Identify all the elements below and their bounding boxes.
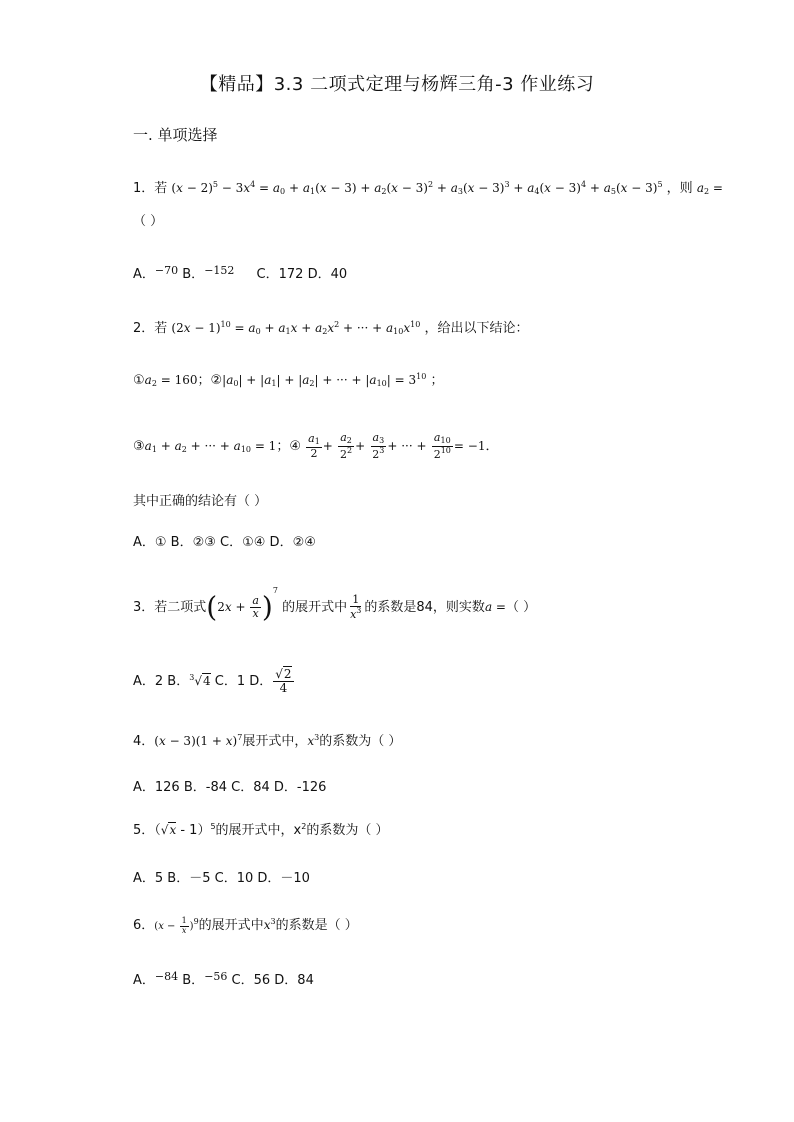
question-1: 1．若 $(x - 2)^5 - 3x^4 = a_0 + a_1(x - 3) + a_2(x - 3)^2 + a_3(x - 3)^3 + a_4(x - 3)^4 + a_5(x - 3)^5$ ，则 $a_2$ =: [133, 180, 723, 196]
question-2-conclusions-1-2: $①a_2 = 160$；$②|a_0| + |a_1| + |a_2|$ + ··· + $|a_{10}| = 3^{10}$ ；: [133, 372, 444, 388]
page-title: 【精品】3.3 二项式定理与杨辉三角-3 作业练习: [199, 74, 595, 95]
question-6: 6．(x − $\frac{1}{x}$ )$^9$的展开式中$x^3$的系数是（ ）: [133, 916, 358, 935]
question-2-options: A．① B．②③ C．①④ D．②④: [133, 535, 316, 550]
question-1-blank: （ ）: [133, 214, 164, 229]
question-1-equation: $(x - 2)^5 - 3x^4 = a_0 + a_1(x - 3) + a_2(x - 3)^2 + a_3(x - 3)^3 + a_4(x - 3)^4 + a_5(x - 3)^5$: [171, 180, 663, 196]
question-5-options: A．5 B．－5 C．10 D．－10: [133, 871, 310, 886]
question-4: 4．$(x - 3)(1 + x)^7$展开式中，$x^3$的系数为（ ）: [133, 733, 402, 749]
question-2: 2．若 $(2x - 1)^{10} = a_0 + a_1x + a_2x^2$ + ··· + $a_{10}x^{10}$ ，给出以下结论：: [133, 320, 529, 336]
question-5: 5．（√x - 1）$^5$的展开式中，$x^2$的系数为（ ）: [133, 822, 389, 838]
question-2-equation: $(2x - 1)^{10} = a_0 + a_1x + a_2x^2$ + ··· + $a_{10}x^{10}$: [171, 320, 421, 336]
question-2-prompt: 其中正确的结论有（ ）: [133, 494, 268, 509]
section-heading: 一. 单项选择: [133, 126, 218, 144]
question-2-conclusions-3-4: $③a_1 + a_2$ + ··· + $a_{10} = 1$；④ $\frac{a_1}{2}$ + $\frac{a_2}{2^2}$ + $\frac{a_3}{2^3}$ + ··· + $\frac{a_{10}}{2^{10}}$ = −1．: [133, 431, 499, 461]
question-1-number: 1．若: [133, 181, 168, 196]
question-6-options: A．$^{-84}$ B．$^{-56}$ C．56 D．84: [133, 970, 314, 988]
question-1-options: A．$^{-70}$ B．$^{-152}$ C．172 D．40: [133, 264, 348, 282]
question-3-options: A．2 B．$^3$√4 C．1 D． $\frac{√2}{4}$: [133, 667, 292, 696]
question-3: 3．若二项式(2x + $\frac{a}{x}$ )$^7$ 的展开式中 $\frac{1}{x^3}$ 的系数是84，则实数a =（ ）: [133, 586, 537, 624]
question-4-options: A．126 B．-84 C．84 D．-126: [133, 780, 327, 795]
